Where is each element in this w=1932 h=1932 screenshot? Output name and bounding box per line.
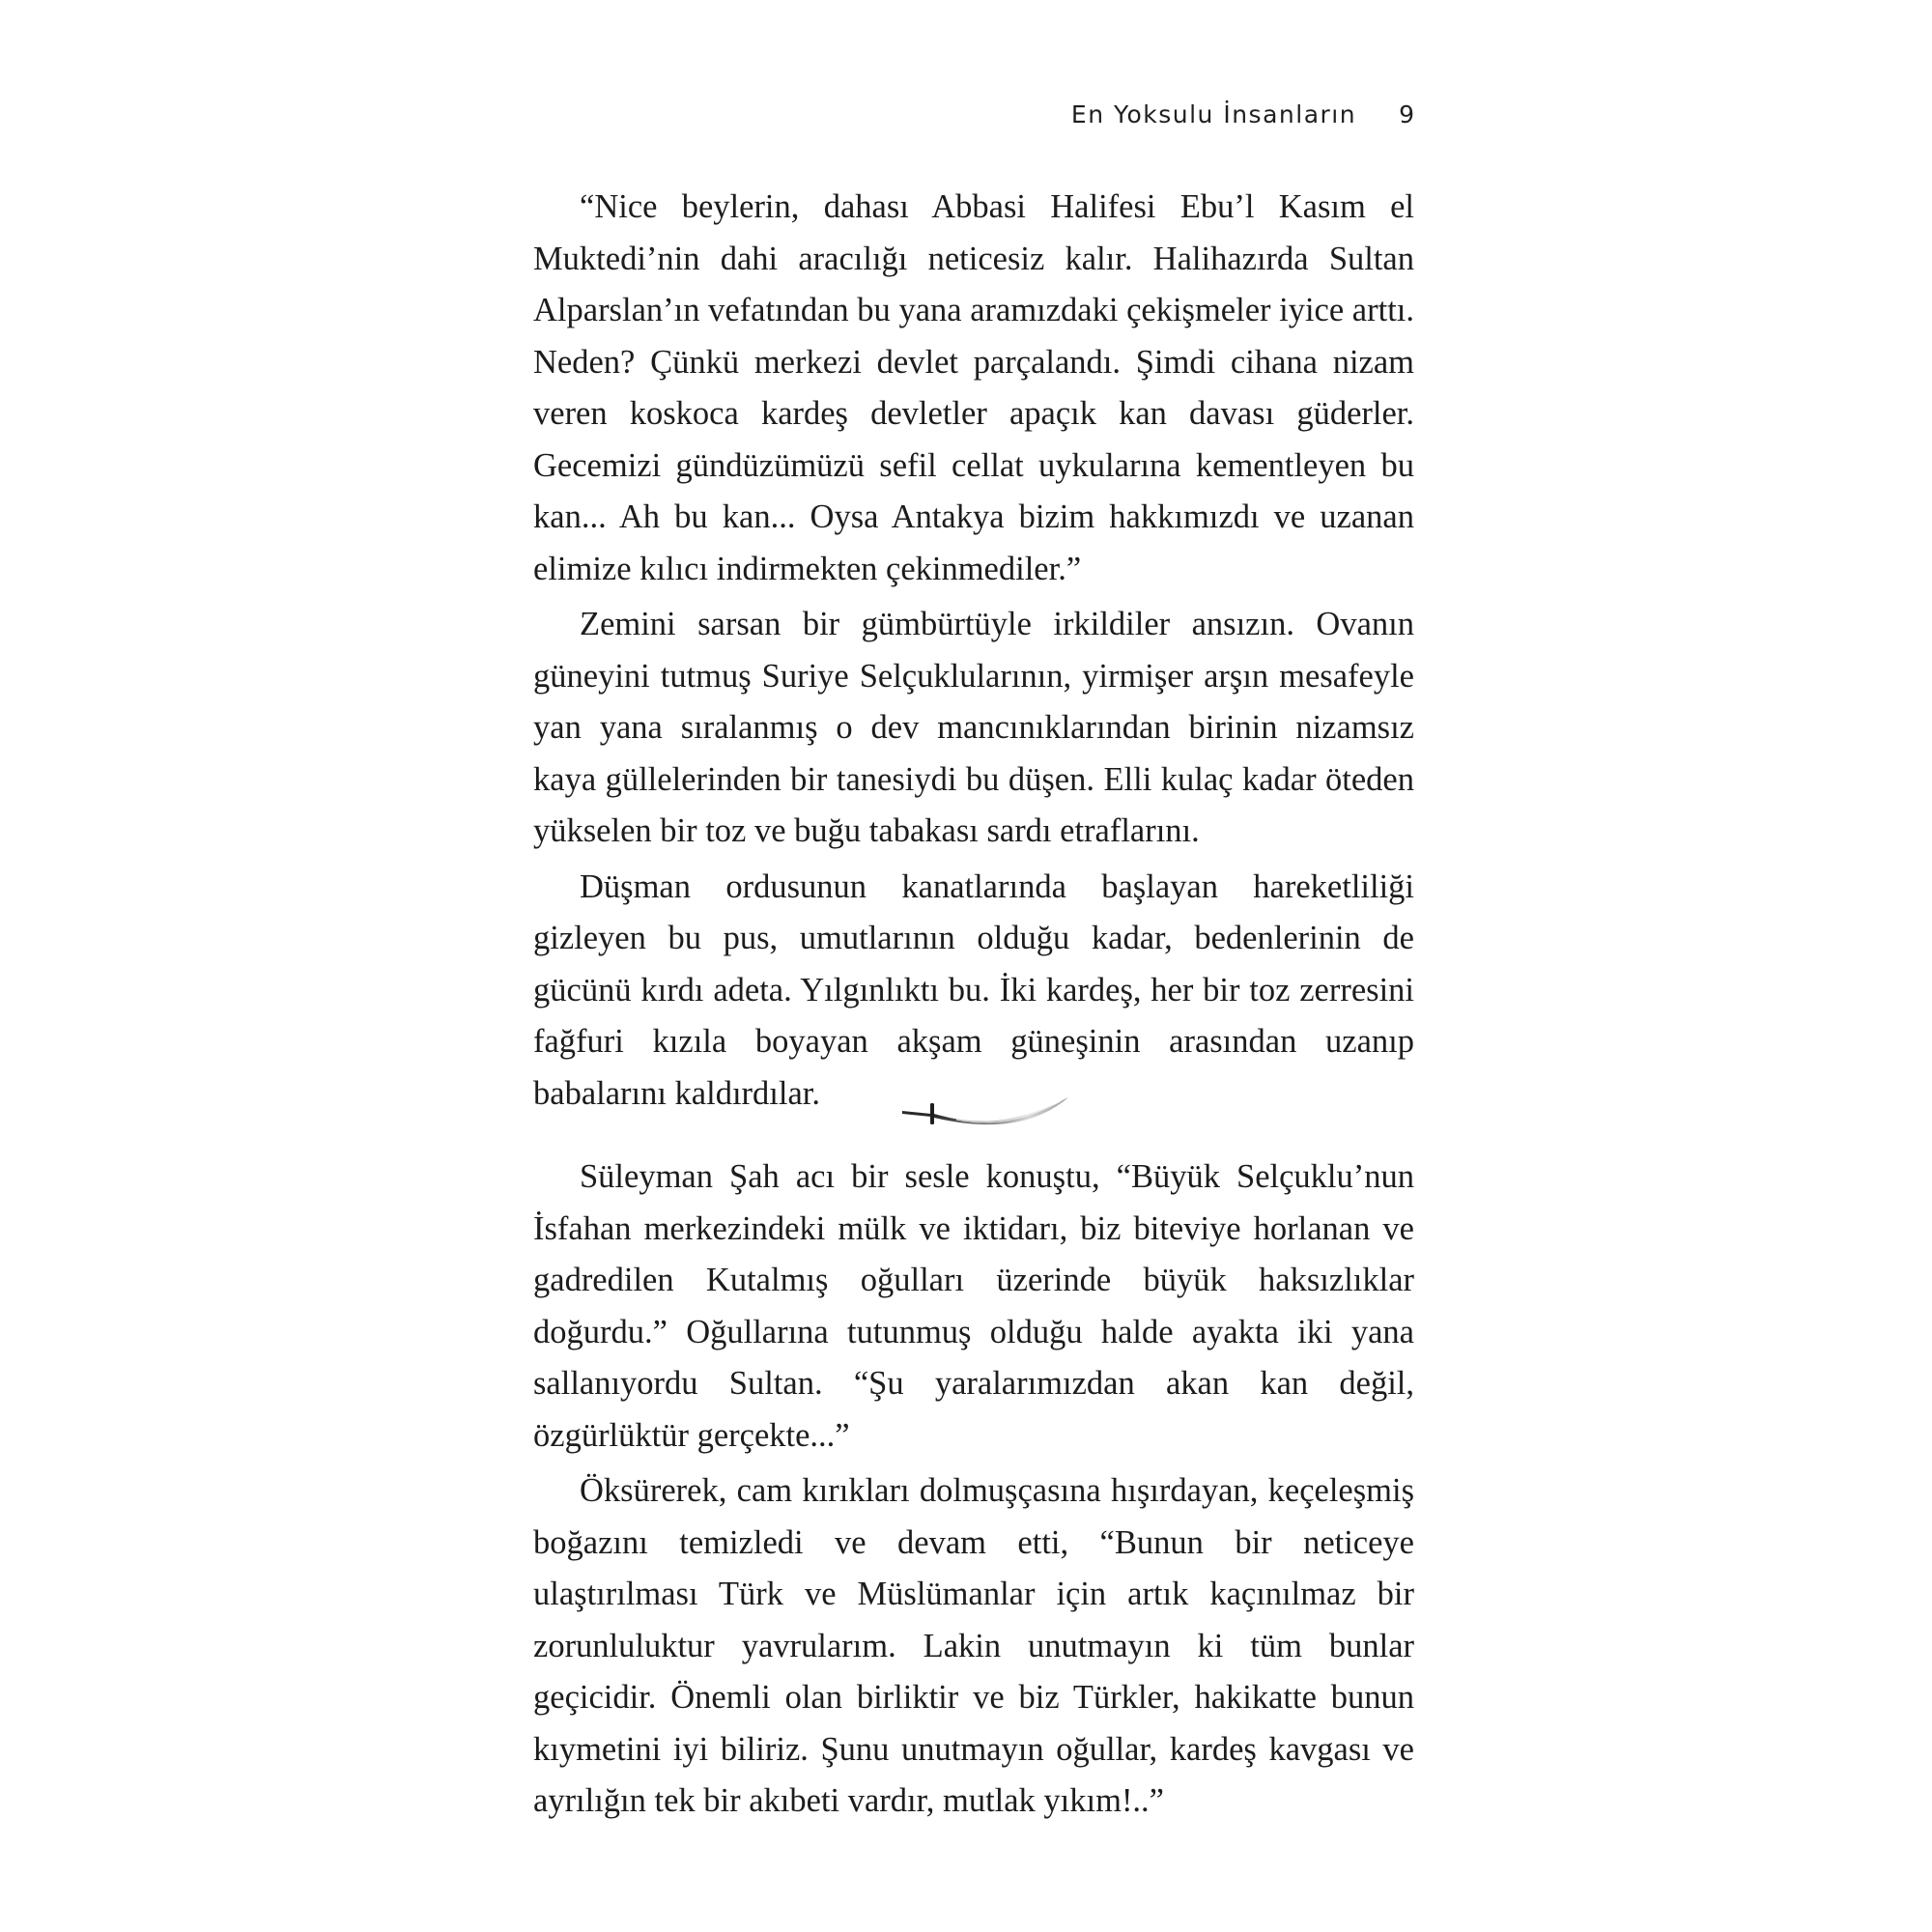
paragraph: “Nice beylerin, dahası Abbasi Halifesi Ebu’l Kasım el Muktedi’nin dahi aracılığı neticesiz kalır. Halihazırda Sultan Alparslan’ın vefatından bu yana aramızdaki çekişmeler iyice arttı. Neden? Çünkü merkezi devlet parçalandı. Şimdi cihana nizam veren koskoca kardeş devletler apaçık kan davası güderler. Gecemizi gündüzümüzü sefil cellat uykularına kementleyen bu kan... Ah bu kan... Oysa Antakya bizim hakkımızdı ve uzanan elimize kılıcı indirmekten çekinmediler.” bbox=[533, 188, 1414, 587]
chapter-title: En Yoksulu İnsanların bbox=[1070, 99, 1357, 128]
running-header bbox=[533, 95, 1414, 133]
page-number: 9 bbox=[1399, 99, 1414, 128]
paragraph: Öksürerek, cam kırıkları dolmuşçasına hışırdayan, keçeleşmiş boğazını temizledi ve devam etti, “Bunun bir neticeye ulaştırılması Türk ve Müslümanlar için artık kaçınılmaz bir zorunluluktur yavrularım. Lakin unutmayın ki tüm bunlar geçicidir. Önemli olan birliktir ve biz Türkler, hakikatte bunun kıymetini iyi biliriz. Şunu unutmayın oğullar, kardeş kavgası ve ayrılığın tek bir akıbeti vardır, mutlak yıkım!..” bbox=[533, 1472, 1414, 1819]
paragraph: Düşman ordusunun kanatlarında başlayan hareketliliği gizleyen bu pus, umutlarının olduğu kadar, bedenlerinin de gücünü kırdı adeta. Yılgınlıktı bu. İki kardeş, her bir toz zerresini fağfuri kızıla boyayan akşam güneşinin arasından uzanıp babalarını kaldırdılar. bbox=[533, 867, 1414, 1112]
paragraph: Süleyman Şah acı bir sesle konuştu, “Büyük Selçuklu’nun İsfahan merkezindeki mülk ve iktidarı, biz biteviye horlanan ve gadredilen Kutalmış oğulları üzerinde büyük haksızlıklar doğurdu.” Oğullarına tutunmuş olduğu halde ayakta iki yana sallanıyordu Sultan. “Şu yaralarımızdan akan kan değil, özgürlüktür gerçekte...” bbox=[533, 1158, 1414, 1454]
text-section-2 bbox=[533, 1151, 1414, 1832]
paragraph: Zemini sarsan bir gümbürtüyle irkildiler ansızın. Ovanın güneyini tutmuş Suriye Selçuklularının, yirmişer arşın mesafeyle yan yana sıralanmış o dev mancınıklarından birinin nizamsız kaya güllelerinden bir tanesiydi bu düşen. Elli kulaç kadar öteden yükselen bir toz ve buğu tabakası sardı etraflarını. bbox=[533, 606, 1414, 849]
text-section-1 bbox=[533, 182, 1414, 1123]
sword-ornament-icon bbox=[898, 1090, 1072, 1136]
